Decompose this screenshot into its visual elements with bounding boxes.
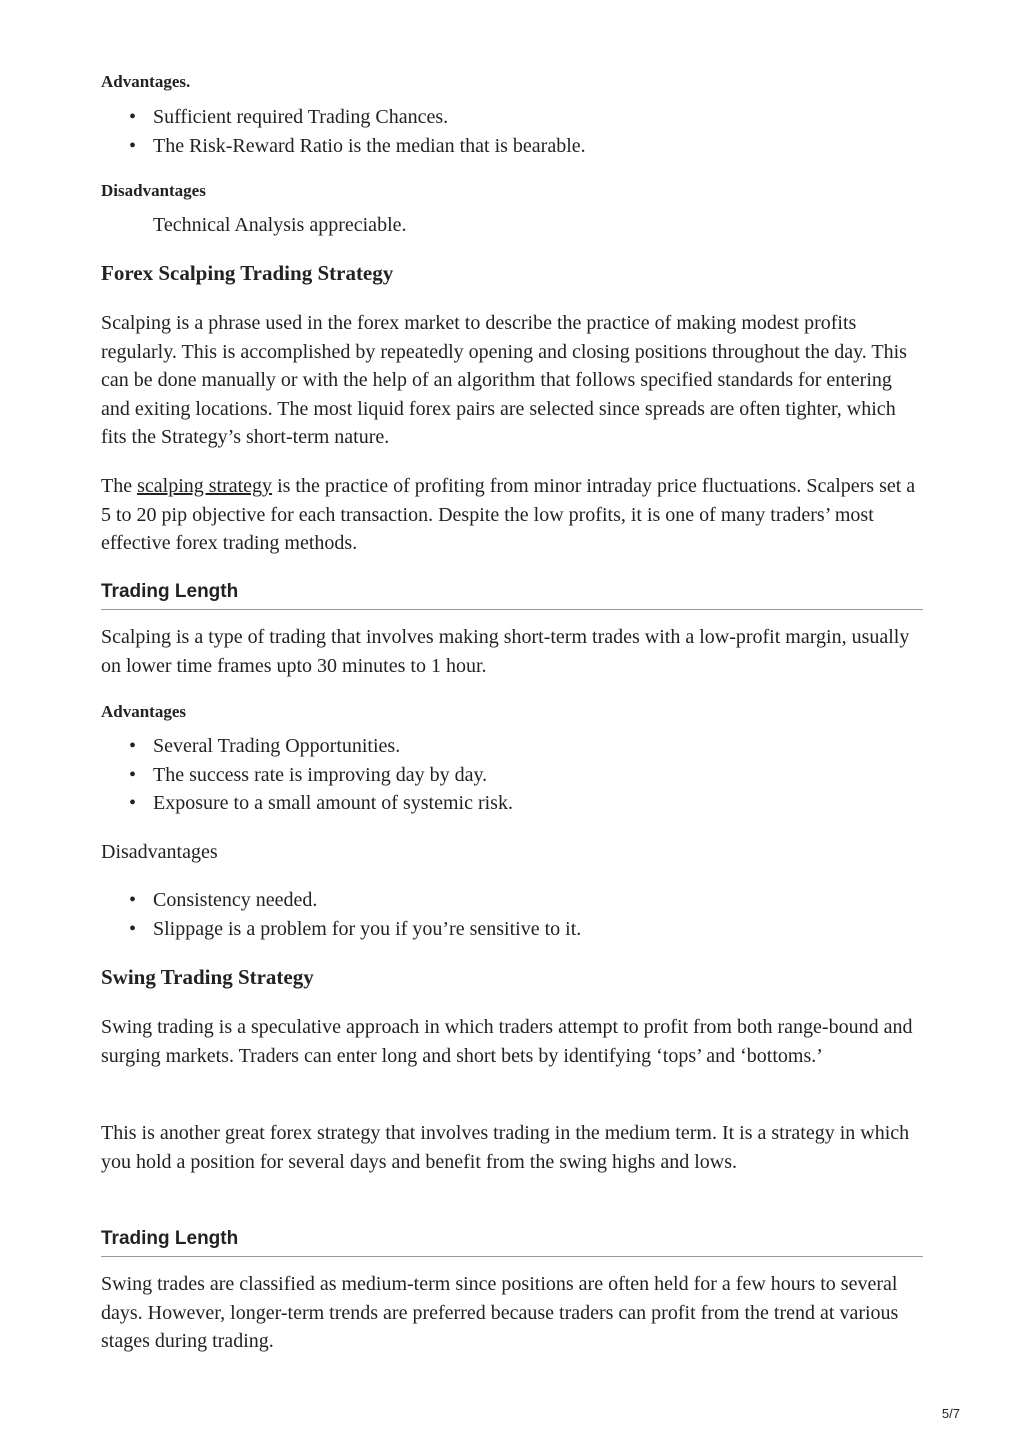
swing-paragraph-1: Swing trading is a speculative approach in which traders attempt to profit from both range-bound and surging markets. Traders can enter long and short bets by identifying ‘tops’ and ‘bottoms.’ [101, 1016, 913, 1067]
scalping-strategy-link[interactable]: scalping strategy [137, 475, 273, 497]
list-item: • Consistency needed. [101, 886, 923, 915]
list-item: • Exposure to a small amount of systemic risk. [101, 789, 923, 818]
disadvantages-heading-1: Disadvantages [101, 181, 206, 200]
scalping-paragraph-2 [101, 472, 923, 558]
swing-paragraph-2: This is another great forex strategy that involves trading in the medium term. It is a strategy in which you hold a position for several days and benefit from the swing highs and lows. [101, 1122, 910, 1173]
disadvantages-text-1: Technical Analysis appreciable. [153, 214, 407, 236]
list-item: • Several Trading Opportunities. [101, 732, 923, 761]
trading-length-text-1: Scalping is a type of trading that involves making short-term trades with a low-profit margin, usually on lower time frames upto 30 minutes to 1 hour. [101, 626, 910, 677]
trading-length-heading-2: Trading Length [101, 1228, 923, 1257]
scalping-heading: Forex Scalping Trading Strategy [101, 261, 394, 285]
swing-heading: Swing Trading Strategy [101, 965, 314, 989]
paragraph-prefix: The [101, 475, 138, 497]
trading-length-heading-1: Trading Length [101, 581, 923, 610]
paragraph-suffix: is the practice of profiting from minor intraday price fluctuations. Scalpers set a 5 to 20 pip objective for each transaction. Despite the low profits, it is one of many traders’ most effective forex trading methods. [101, 475, 916, 554]
trading-length-text-2: Swing trades are classified as medium-term since positions are often held for a few hours to several days. However, longer-term trends are preferred because traders can profit from the trend at various stages during trading. [101, 1273, 899, 1352]
advantages-heading-1: Advantages. [101, 72, 191, 91]
advantages-list-2 [101, 732, 923, 818]
scalping-paragraph-1: Scalping is a phrase used in the forex market to describe the practice of making modest profits regularly. This is accomplished by repeatedly opening and closing positions throughout the day. This can be done manually or with the help of an algorithm that follows specified standards for entering and exiting locations. The most liquid forex pairs are selected since spreads are often tighter, which fits the Strategy’s short-term nature. [101, 312, 907, 448]
page-number: 5/7 [941, 1406, 960, 1421]
advantages-list-1 [101, 103, 923, 160]
disadvantages-list-2 [101, 886, 923, 943]
list-item: • Sufficient required Trading Chances. [101, 103, 923, 132]
list-item: • Slippage is a problem for you if you’re sensitive to it. [101, 915, 923, 944]
disadvantages-heading-2: Disadvantages [101, 841, 218, 863]
list-item: • The success rate is improving day by day. [101, 761, 923, 790]
advantages-heading-2: Advantages [101, 702, 187, 721]
list-item: • The Risk-Reward Ratio is the median that is bearable. [101, 132, 923, 161]
